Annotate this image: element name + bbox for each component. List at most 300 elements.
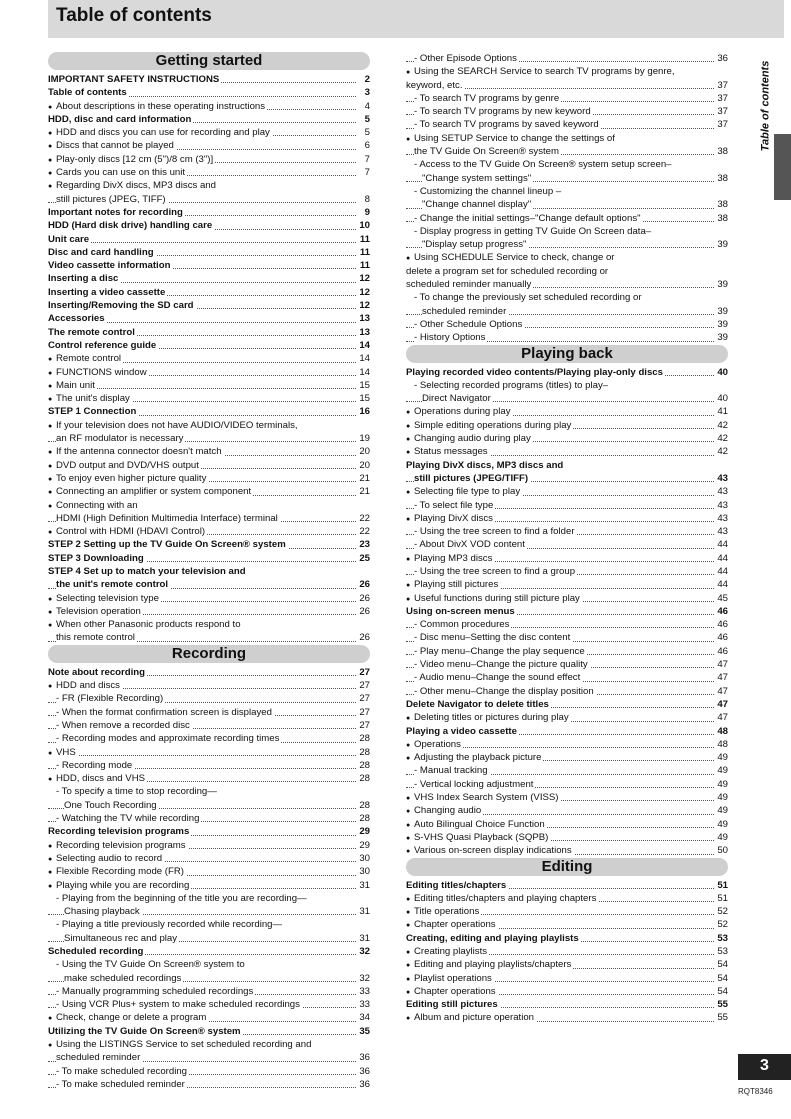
toc-entry[interactable] (406, 592, 728, 605)
toc-entry[interactable] (406, 538, 728, 551)
page-header (48, 0, 784, 38)
toc-entry[interactable] (406, 764, 728, 777)
toc-entry-title: Various on-screen display indications (414, 845, 572, 857)
page-title: Table of contents (56, 5, 212, 26)
toc-entry[interactable] (48, 499, 370, 512)
toc-entry-page: 31 (359, 932, 370, 944)
toc-entry[interactable] (48, 879, 370, 892)
bullet-icon: ● (48, 608, 53, 616)
toc-entry-page: 47 (717, 672, 728, 684)
toc-entry-page: 39 (717, 332, 728, 344)
toc-entry-page: 46 (717, 619, 728, 631)
toc-entry[interactable] (406, 118, 728, 131)
bullet-icon: ● (406, 515, 411, 523)
toc-entry[interactable] (406, 945, 728, 958)
toc-entry[interactable] (48, 286, 370, 299)
toc-entry-title: - To make scheduled recording (56, 1065, 188, 1077)
toc-entry-page: 22 (359, 512, 370, 524)
toc-entry-page: 44 (717, 579, 728, 591)
toc-entry[interactable] (48, 759, 370, 772)
toc-entry-page: 45 (717, 592, 728, 604)
toc-entry-title: HDD (Hard disk drive) handling care (48, 220, 213, 232)
toc-entry-title: Recording television programs (48, 826, 190, 838)
toc-entry-page: 47 (717, 685, 728, 697)
toc-entry-page: 29 (359, 826, 370, 838)
toc-entry[interactable] (406, 565, 728, 578)
toc-entry-page: 51 (717, 892, 728, 904)
toc-entry[interactable] (48, 1078, 370, 1091)
toc-entry[interactable] (406, 685, 728, 698)
toc-entry-title: The remote control (48, 326, 135, 338)
toc-entry-page: 27 (359, 693, 370, 705)
toc-entry[interactable] (48, 139, 370, 152)
toc-entry[interactable] (48, 166, 370, 179)
toc-entry-page: 10 (359, 220, 370, 232)
toc-entry[interactable] (406, 645, 728, 658)
toc-entry[interactable] (48, 193, 370, 206)
toc-entry-title: an RF modulator is necessary (56, 433, 184, 445)
toc-entry-title: Television operation (56, 605, 141, 617)
toc-entry[interactable] (48, 512, 370, 525)
toc-entry[interactable] (48, 366, 370, 379)
toc-entry[interactable] (406, 958, 728, 971)
toc-entry[interactable] (406, 778, 728, 791)
toc-entry[interactable] (406, 631, 728, 644)
bullet-icon: ● (48, 462, 53, 470)
bullet-icon: ● (48, 489, 53, 497)
toc-entry-page: 46 (717, 645, 728, 657)
toc-entry[interactable] (48, 259, 370, 272)
toc-entry-page: 39 (717, 318, 728, 330)
toc-entry[interactable] (406, 485, 728, 498)
toc-entry-page: 49 (717, 765, 728, 777)
toc-entry[interactable] (406, 905, 728, 918)
toc-entry-page: 27 (359, 666, 370, 678)
toc-entry-page: 38 (717, 172, 728, 184)
toc-entry-page: 23 (359, 539, 370, 551)
toc-entry-page: 43 (717, 486, 728, 498)
bullet-icon: ● (48, 595, 53, 603)
toc-entry-title: Utilizing the TV Guide On Screen® system (48, 1025, 241, 1037)
toc-entry-page: 30 (359, 852, 370, 864)
side-tab-marker (774, 134, 791, 200)
toc-entry[interactable] (48, 233, 370, 246)
bullet-icon: ● (406, 255, 411, 263)
toc-entry[interactable] (48, 352, 370, 365)
toc-entry-title: STEP 2 Setting up the TV Guide On Screen® system (48, 539, 286, 551)
toc-entry[interactable] (48, 272, 370, 285)
toc-entry-page: 14 (359, 353, 370, 365)
toc-entry-title: - Other Schedule Options (414, 318, 523, 330)
toc-entry[interactable] (406, 318, 728, 331)
toc-entry-title: STEP 1 Connection (48, 406, 137, 418)
toc-entry[interactable] (406, 158, 728, 171)
toc-entry-page: 31 (359, 879, 370, 891)
toc-entry-title: still pictures (JPEG, TIFF) (56, 193, 166, 205)
bullet-icon: ● (48, 869, 53, 877)
toc-entry-page: 12 (359, 300, 370, 312)
bullet-icon: ● (48, 622, 53, 630)
toc-entry[interactable] (48, 552, 370, 565)
toc-entry-title: - To specify a time to stop recording— (56, 786, 217, 798)
toc-entry-page: 11 (359, 246, 370, 258)
toc-entry[interactable] (48, 732, 370, 745)
toc-entry[interactable] (48, 578, 370, 591)
toc-entry-title: VHS Index Search System (VISS) (414, 792, 559, 804)
toc-entry[interactable] (406, 552, 728, 565)
toc-entry[interactable] (48, 392, 370, 405)
toc-entry-title: Inserting/Removing the SD card (48, 300, 194, 312)
bullet-icon: ● (48, 776, 53, 784)
toc-entry[interactable] (406, 918, 728, 931)
toc-entry-title: - Other Episode Options (414, 53, 517, 64)
toc-entry-title: scheduled reminder (56, 1052, 141, 1064)
bullet-icon: ● (406, 555, 411, 563)
toc-entry-title: Unit care (48, 233, 90, 245)
toc-entry[interactable] (48, 706, 370, 719)
toc-entry[interactable] (48, 892, 370, 905)
toc-entry[interactable] (48, 972, 370, 985)
toc-entry[interactable] (48, 525, 370, 538)
toc-entry[interactable] (406, 725, 728, 738)
toc-entry[interactable] (48, 932, 370, 945)
toc-entry[interactable] (406, 366, 728, 379)
toc-entry-page: 11 (359, 233, 370, 245)
toc-entry-page: 49 (717, 831, 728, 843)
toc-entry[interactable] (48, 746, 370, 759)
toc-entry[interactable] (48, 592, 370, 605)
toc-entry[interactable] (48, 86, 370, 99)
toc-entry-page: 50 (717, 845, 728, 857)
bullet-icon: ● (406, 895, 411, 903)
toc-entry[interactable] (406, 698, 728, 711)
toc-entry[interactable] (48, 865, 370, 878)
toc-entry[interactable] (48, 1038, 370, 1051)
bullet-icon: ● (406, 582, 411, 590)
toc-entry[interactable] (48, 326, 370, 339)
bullet-icon: ● (406, 975, 411, 983)
toc-entry[interactable] (406, 132, 728, 145)
toc-entry[interactable] (406, 972, 728, 985)
toc-entry-page: 25 (359, 552, 370, 564)
section-heading: Recording (48, 645, 370, 663)
toc-entry[interactable] (48, 605, 370, 618)
toc-entry[interactable] (406, 892, 728, 905)
toc-entry[interactable] (48, 472, 370, 485)
toc-left-column (48, 52, 370, 1091)
toc-entry[interactable] (48, 905, 370, 918)
toc-entry[interactable] (48, 445, 370, 458)
bullet-icon: ● (406, 808, 411, 816)
toc-entry-page: 36 (359, 1052, 370, 1064)
bullet-icon: ● (406, 135, 411, 143)
toc-entry[interactable] (48, 485, 370, 498)
toc-entry[interactable] (406, 278, 728, 291)
toc-entry[interactable] (406, 711, 728, 724)
bullet-icon: ● (48, 422, 53, 430)
toc-entry[interactable] (48, 312, 370, 325)
toc-entry[interactable] (48, 379, 370, 392)
bullet-icon: ● (48, 842, 53, 850)
toc-entry[interactable] (48, 998, 370, 1011)
toc-entry-page: 5 (364, 127, 370, 139)
toc-entry-title: - To search TV programs by genre (414, 92, 560, 104)
bullet-icon: ● (406, 595, 411, 603)
toc-entry[interactable] (406, 671, 728, 684)
toc-entry-title: Remote control (56, 353, 122, 365)
toc-entry[interactable] (406, 145, 728, 158)
toc-entry-title: Chasing playback (64, 906, 140, 918)
toc-entry-page: 20 (359, 446, 370, 458)
toc-entry[interactable] (406, 998, 728, 1011)
toc-entry[interactable] (406, 791, 728, 804)
toc-entry-title: Playing MP3 discs (414, 552, 493, 564)
toc-entry[interactable] (48, 825, 370, 838)
toc-entry[interactable] (406, 212, 728, 225)
toc-entry-page: 36 (359, 1078, 370, 1090)
toc-entry[interactable] (48, 113, 370, 126)
toc-entry-title: - To search TV programs by new keyword (414, 106, 591, 118)
toc-entry[interactable] (406, 804, 728, 817)
toc-entry[interactable] (406, 512, 728, 525)
toc-entry[interactable] (48, 299, 370, 312)
toc-entry[interactable] (406, 658, 728, 671)
toc-entry-title: Playing still pictures (414, 579, 499, 591)
toc-entry[interactable] (48, 339, 370, 352)
toc-entry[interactable] (48, 1011, 370, 1024)
toc-entry-page: 54 (717, 972, 728, 984)
toc-entry[interactable] (406, 198, 728, 211)
toc-entry-title: "Change channel display" (422, 199, 532, 211)
toc-entry-title: Important notes for recording (48, 206, 183, 218)
toc-entry[interactable] (48, 432, 370, 445)
toc-entry-page: 32 (359, 946, 370, 957)
bullet-icon: ● (48, 143, 53, 151)
toc-entry[interactable] (48, 985, 370, 998)
toc-entry-title: Editing titles/chapters and playing chapters (414, 892, 597, 904)
toc-entry[interactable] (48, 852, 370, 865)
leader-dots (48, 242, 356, 243)
bullet-icon: ● (406, 741, 411, 749)
toc-entry-title: Control reference guide (48, 339, 157, 351)
toc-entry-page: 53 (717, 932, 728, 944)
toc-entry-title: Recording television programs (56, 839, 186, 851)
toc-entry[interactable] (406, 578, 728, 591)
toc-entry[interactable] (406, 1011, 728, 1024)
toc-entry-title: Using SETUP Service to change the settings of (414, 132, 615, 144)
toc-entry[interactable] (48, 100, 370, 113)
bullet-icon: ● (48, 855, 53, 863)
toc-entry-page: 21 (359, 472, 370, 484)
toc-entry-title: - Playing from the beginning of the title you are recording— (56, 892, 307, 904)
toc-entry-title: "Display setup progress" (422, 239, 527, 251)
toc-entry-title: - To search TV programs by saved keyword (414, 119, 599, 131)
bullet-icon: ● (406, 755, 411, 763)
toc-entry-title: Connecting with an (56, 499, 138, 511)
toc-entry[interactable] (48, 459, 370, 472)
toc-entry[interactable] (48, 812, 370, 825)
bullet-icon: ● (48, 529, 53, 537)
toc-entry[interactable] (48, 785, 370, 798)
toc-entry[interactable] (48, 73, 370, 86)
toc-entry-page: 27 (359, 719, 370, 731)
toc-entry[interactable] (406, 225, 728, 238)
toc-entry[interactable] (406, 525, 728, 538)
toc-entry-page: 34 (359, 1012, 370, 1024)
toc-entry[interactable] (406, 445, 728, 458)
toc-entry-title: Adjusting the playback picture (414, 752, 542, 764)
toc-entry-page: 44 (717, 552, 728, 564)
toc-entry[interactable] (48, 666, 370, 679)
toc-entry[interactable] (406, 419, 728, 432)
toc-entry[interactable] (406, 605, 728, 618)
toc-entry-title: Disc and card handling (48, 246, 154, 258)
toc-entry-page: 44 (717, 539, 728, 551)
document-code: RQT8346 (738, 1087, 773, 1096)
toc-entry-page: 11 (359, 260, 370, 272)
bullet-icon: ● (406, 909, 411, 917)
toc-entry-title: Playing DivX discs, MP3 discs and (406, 459, 564, 471)
toc-entry[interactable] (48, 1025, 370, 1038)
toc-entry-page: 43 (717, 526, 728, 538)
toc-entry-title: - Video menu–Change the picture quality (414, 659, 588, 671)
toc-entry[interactable] (406, 459, 728, 472)
toc-entry[interactable] (48, 679, 370, 692)
bullet-icon: ● (406, 988, 411, 996)
toc-entry[interactable] (48, 719, 370, 732)
toc-entry-title: make scheduled recordings (64, 972, 182, 984)
toc-entry[interactable] (406, 831, 728, 844)
toc-entry-title: Selecting audio to record (56, 852, 163, 864)
toc-entry[interactable] (48, 153, 370, 166)
toc-entry-title: - Recording modes and approximate recording times (56, 733, 280, 745)
toc-entry-title: One Touch Recording (64, 799, 157, 811)
bullet-icon: ● (48, 356, 53, 364)
toc-entry[interactable] (406, 618, 728, 631)
toc-entry[interactable] (48, 772, 370, 785)
toc-entry[interactable] (48, 565, 370, 578)
toc-entry-page: 49 (717, 805, 728, 817)
toc-entry[interactable] (48, 1065, 370, 1078)
toc-entry-page: 14 (359, 339, 370, 351)
toc-entry[interactable] (406, 52, 728, 65)
toc-entry[interactable] (48, 538, 370, 551)
bullet-icon: ● (406, 409, 411, 417)
toc-entry-title: Direct Navigator (422, 393, 491, 405)
toc-entry[interactable] (48, 219, 370, 232)
toc-entry[interactable] (406, 392, 728, 405)
side-label-text: Table of contents (759, 60, 772, 152)
toc-entry[interactable] (48, 179, 370, 192)
toc-entry[interactable] (48, 246, 370, 259)
toc-entry-page: 2 (364, 74, 370, 85)
toc-entry[interactable] (48, 419, 370, 432)
toc-entry[interactable] (406, 331, 728, 344)
toc-entry[interactable] (406, 185, 728, 198)
toc-entry[interactable] (48, 206, 370, 219)
toc-entry-page: 12 (359, 273, 370, 285)
toc-entry[interactable] (48, 126, 370, 139)
toc-entry-page: 48 (717, 738, 728, 750)
toc-entry[interactable] (48, 958, 370, 971)
toc-entry[interactable] (48, 839, 370, 852)
toc-entry[interactable] (48, 918, 370, 931)
toc-entry[interactable] (48, 945, 370, 958)
toc-entry-page: 33 (359, 999, 370, 1011)
toc-entry[interactable] (406, 738, 728, 751)
toc-entry[interactable] (406, 105, 728, 118)
toc-entry[interactable] (48, 1051, 370, 1064)
toc-entry-page: 44 (717, 565, 728, 577)
toc-entry-title: Cards you can use on this unit (56, 167, 186, 179)
section-heading: Editing (406, 858, 728, 876)
toc-entry-title: HDD, discs and VHS (56, 773, 146, 785)
toc-entry[interactable] (48, 618, 370, 631)
toc-entry-page: 26 (359, 632, 370, 644)
toc-entry[interactable] (406, 499, 728, 512)
toc-entry-title: - Watching the TV while recording (56, 813, 200, 825)
toc-entry[interactable] (48, 692, 370, 705)
toc-entry-title: - When the format confirmation screen is displayed (56, 706, 272, 718)
toc-entry-page: 37 (717, 119, 728, 131)
toc-entry-page: 28 (359, 773, 370, 785)
toc-entry[interactable] (48, 405, 370, 418)
toc-entry[interactable] (406, 432, 728, 445)
toc-entry[interactable] (406, 79, 728, 92)
toc-entry-title: Playing while you are recording (56, 879, 190, 891)
toc-entry[interactable] (406, 472, 728, 485)
toc-entry[interactable] (406, 65, 728, 78)
bullet-icon: ● (406, 848, 411, 856)
toc-entry-title: - Display progress in getting TV Guide On Screen data– (414, 225, 652, 237)
toc-entry[interactable] (406, 405, 728, 418)
toc-entry-page: 47 (717, 712, 728, 724)
toc-entry[interactable] (406, 172, 728, 185)
toc-entry-title: Status messages (414, 446, 488, 458)
toc-entry[interactable] (406, 844, 728, 857)
toc-entry[interactable] (406, 379, 728, 392)
toc-entry-page: 28 (359, 733, 370, 745)
toc-entry-title: still pictures (JPEG/TIFF) (414, 472, 529, 484)
toc-entry[interactable] (406, 818, 728, 831)
toc-entry-title: Operations (414, 738, 461, 750)
toc-entry[interactable] (48, 799, 370, 812)
toc-entry-title: About descriptions in these operating instructions (56, 100, 266, 112)
toc-entry-title: - Playing a title previously recorded while recording— (56, 919, 283, 931)
toc-entry[interactable] (406, 879, 728, 892)
toc-entry-title: - Using VCR Plus+ system to make scheduled recordings (56, 999, 300, 1011)
toc-entry[interactable] (406, 251, 728, 264)
toc-entry-title: delete a program set for scheduled recording or (406, 265, 609, 277)
bullet-icon: ● (406, 489, 411, 497)
toc-entry[interactable] (406, 92, 728, 105)
toc-entry-title: Changing audio (414, 805, 482, 817)
section-heading: Playing back (406, 345, 728, 363)
toc-entry[interactable] (406, 985, 728, 998)
toc-entry[interactable] (406, 932, 728, 945)
toc-entry-title: keyword, etc. (406, 79, 463, 91)
toc-entry[interactable] (406, 238, 728, 251)
toc-entry-page: 14 (359, 366, 370, 378)
toc-entry-page: 5 (364, 113, 370, 125)
toc-entry[interactable] (406, 291, 728, 304)
toc-entry[interactable] (48, 631, 370, 644)
bullet-icon: ● (48, 1015, 53, 1023)
toc-entry[interactable] (406, 305, 728, 318)
toc-entry[interactable] (406, 265, 728, 278)
toc-entry[interactable] (406, 751, 728, 764)
leader-dots (48, 755, 356, 756)
